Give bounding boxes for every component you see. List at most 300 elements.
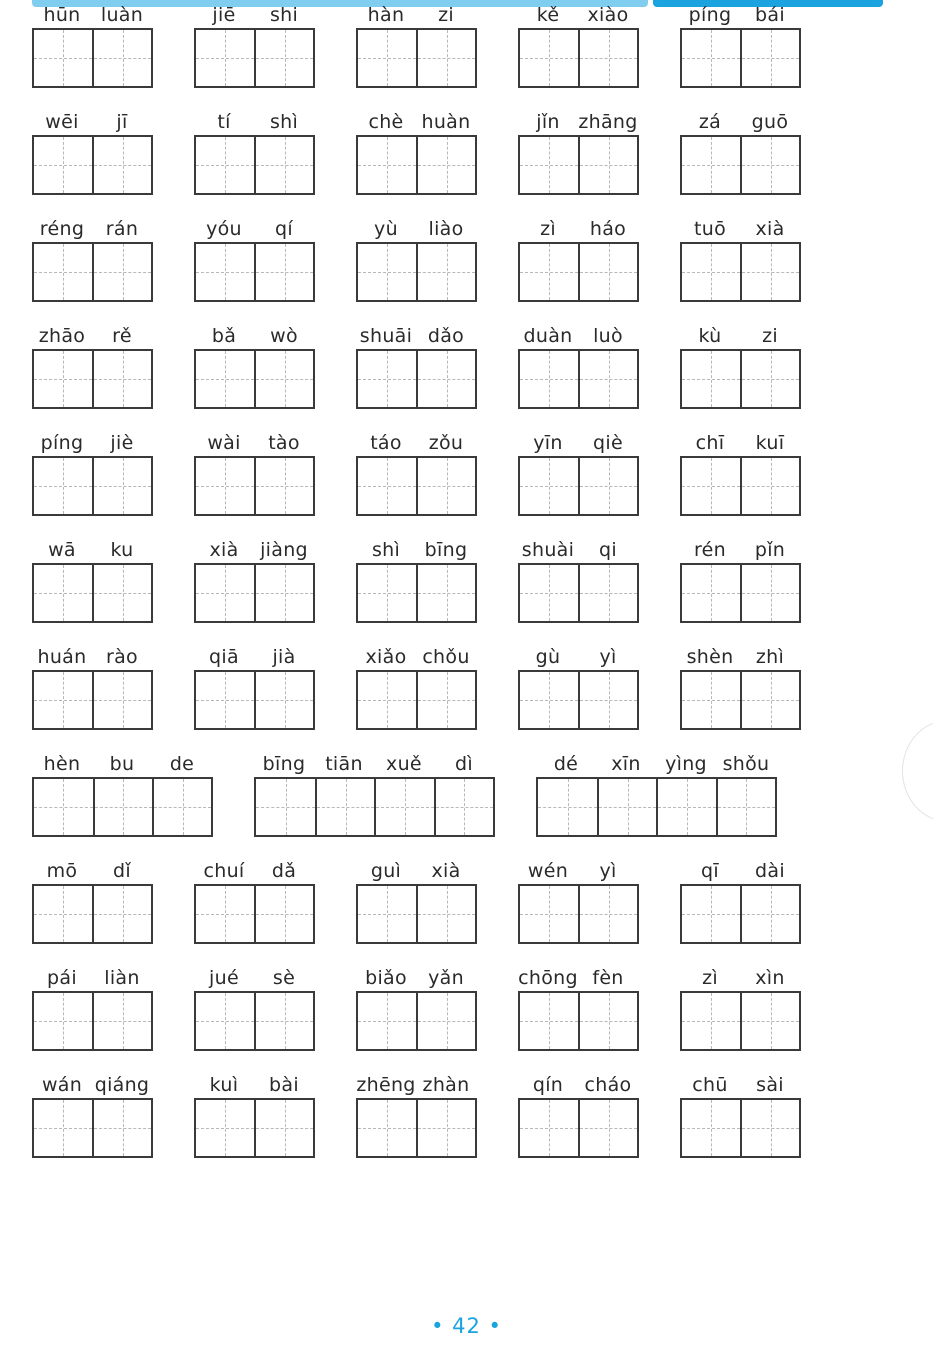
pinyin-line — [680, 644, 800, 672]
tianzige-cell[interactable] — [254, 30, 313, 86]
tianzige-cell[interactable] — [34, 244, 92, 300]
tianzige-cell[interactable] — [196, 993, 254, 1049]
tianzige-cell[interactable] — [682, 993, 740, 1049]
character-boxes[interactable] — [194, 991, 315, 1051]
pinyin-syllable: xià — [209, 539, 239, 561]
character-boxes[interactable] — [356, 28, 477, 88]
pinyin-line — [32, 430, 152, 458]
pinyin-syllable: shèn — [686, 646, 734, 668]
pinyin-syllable: shì — [371, 539, 401, 561]
pinyin-syllable: tuō — [693, 218, 727, 240]
pinyin-line — [32, 2, 152, 30]
pinyin-line — [32, 644, 152, 672]
pinyin-syllable: duàn — [523, 325, 573, 347]
pinyin-syllable: jiè — [110, 432, 134, 454]
character-boxes[interactable] — [680, 135, 801, 195]
tianzige-cell[interactable] — [196, 137, 254, 193]
character-boxes[interactable] — [194, 1098, 315, 1158]
tianzige-cell[interactable] — [256, 779, 315, 835]
tianzige-cell[interactable] — [358, 244, 416, 300]
character-boxes[interactable] — [518, 884, 639, 944]
character-boxes[interactable] — [356, 349, 477, 409]
pinyin-syllable: shuài — [521, 539, 575, 561]
tianzige-cell[interactable] — [358, 137, 416, 193]
pinyin-syllable: shuāi — [359, 325, 413, 347]
character-boxes[interactable] — [32, 563, 153, 623]
tianzige-cell[interactable] — [92, 458, 151, 514]
pinyin-line — [356, 109, 476, 137]
pinyin-syllable: bái — [755, 4, 785, 26]
tianzige-cell[interactable] — [196, 886, 254, 942]
tianzige-cell[interactable] — [374, 779, 433, 835]
tianzige-cell[interactable] — [254, 565, 313, 621]
pinyin-line — [356, 537, 476, 565]
tianzige-cell[interactable] — [34, 672, 92, 728]
pinyin-line — [356, 858, 476, 886]
pinyin-syllable: biǎo — [365, 967, 407, 989]
pinyin-line — [518, 323, 638, 351]
pinyin-syllable: zhāng — [578, 111, 638, 133]
character-boxes[interactable] — [194, 242, 315, 302]
tianzige-cell[interactable] — [520, 993, 578, 1049]
character-boxes[interactable] — [356, 991, 477, 1051]
tianzige-cell[interactable] — [34, 993, 92, 1049]
tianzige-cell[interactable] — [358, 886, 416, 942]
tianzige-cell[interactable] — [254, 1100, 313, 1156]
pinyin-syllable: dé — [553, 753, 579, 775]
tianzige-cell[interactable] — [34, 458, 92, 514]
character-boxes[interactable] — [32, 991, 153, 1051]
tianzige-cell[interactable] — [34, 137, 92, 193]
tianzige-cell[interactable] — [254, 351, 313, 407]
tianzige-cell[interactable] — [740, 30, 799, 86]
character-boxes[interactable] — [518, 242, 639, 302]
pinyin-line — [32, 751, 212, 779]
tianzige-cell[interactable] — [358, 351, 416, 407]
tianzige-cell[interactable] — [196, 1100, 254, 1156]
character-boxes[interactable] — [32, 777, 213, 837]
character-boxes[interactable] — [518, 456, 639, 516]
tianzige-cell[interactable] — [254, 458, 313, 514]
tianzige-cell[interactable] — [740, 886, 799, 942]
pinyin-line — [518, 109, 638, 137]
tianzige-cell[interactable] — [656, 779, 715, 835]
pinyin-syllable: píng — [40, 432, 84, 454]
pinyin-syllable: dǎo — [427, 325, 465, 347]
tianzige-cell[interactable] — [416, 993, 475, 1049]
pinyin-line — [194, 858, 314, 886]
character-boxes[interactable] — [680, 242, 801, 302]
character-boxes[interactable] — [680, 670, 801, 730]
pinyin-syllable: jiē — [212, 4, 236, 26]
character-boxes[interactable] — [32, 135, 153, 195]
tianzige-cell[interactable] — [196, 565, 254, 621]
tianzige-cell[interactable] — [92, 244, 151, 300]
pinyin-syllable: réng — [39, 218, 85, 240]
pinyin-syllable: chī — [695, 432, 725, 454]
pinyin-syllable: huàn — [421, 111, 471, 133]
character-boxes[interactable] — [518, 563, 639, 623]
tianzige-cell[interactable] — [740, 351, 799, 407]
pinyin-syllable: wài — [207, 432, 241, 454]
pinyin-syllable: chōng — [518, 967, 578, 989]
pinyin-syllable: hèn — [43, 753, 81, 775]
pinyin-syllable: dǐ — [113, 860, 131, 882]
pinyin-syllable: zhì — [755, 646, 785, 668]
pinyin-line — [680, 537, 800, 565]
pinyin-line — [32, 216, 152, 244]
character-boxes[interactable] — [518, 1098, 639, 1158]
tianzige-cell[interactable] — [92, 672, 151, 728]
pinyin-line — [32, 858, 152, 886]
tianzige-cell[interactable] — [520, 244, 578, 300]
pinyin-syllable: shi — [269, 4, 299, 26]
pinyin-syllable: sè — [272, 967, 296, 989]
tianzige-cell[interactable] — [520, 1100, 578, 1156]
tianzige-cell[interactable] — [358, 672, 416, 728]
pinyin-line — [680, 2, 800, 30]
pinyin-syllable: zǒu — [428, 432, 464, 454]
tianzige-cell[interactable] — [520, 30, 578, 86]
tianzige-cell[interactable] — [92, 565, 151, 621]
pinyin-line — [518, 644, 638, 672]
pinyin-line — [194, 644, 314, 672]
pinyin-line — [356, 323, 476, 351]
character-boxes[interactable] — [32, 1098, 153, 1158]
pinyin-syllable: huán — [37, 646, 87, 668]
tianzige-cell[interactable] — [358, 993, 416, 1049]
pinyin-syllable: hūn — [43, 4, 81, 26]
character-boxes[interactable] — [680, 1098, 801, 1158]
tianzige-cell[interactable] — [93, 779, 152, 835]
pinyin-line — [32, 965, 152, 993]
pinyin-syllable: luò — [593, 325, 623, 347]
tianzige-cell[interactable] — [682, 1100, 740, 1156]
character-boxes[interactable] — [518, 135, 639, 195]
tianzige-cell[interactable] — [34, 351, 92, 407]
tianzige-cell[interactable] — [682, 137, 740, 193]
pinyin-syllable: jué — [209, 967, 239, 989]
character-boxes[interactable] — [32, 242, 153, 302]
character-boxes[interactable] — [680, 563, 801, 623]
pinyin-syllable: fèn — [592, 967, 624, 989]
pinyin-syllable: zi — [762, 325, 778, 347]
tianzige-cell[interactable] — [740, 244, 799, 300]
pinyin-syllable: rán — [105, 218, 139, 240]
character-boxes[interactable] — [32, 349, 153, 409]
tianzige-cell[interactable] — [196, 351, 254, 407]
pinyin-line — [680, 109, 800, 137]
tianzige-cell[interactable] — [416, 137, 475, 193]
tianzige-cell[interactable] — [315, 779, 374, 835]
tianzige-cell[interactable] — [358, 1100, 416, 1156]
pinyin-syllable: xià — [431, 860, 461, 882]
character-boxes[interactable] — [254, 777, 495, 837]
character-boxes[interactable] — [680, 28, 801, 88]
tianzige-cell[interactable] — [538, 779, 597, 835]
tianzige-cell[interactable] — [92, 137, 151, 193]
pinyin-syllable: dǎ — [271, 860, 297, 882]
pinyin-syllable: qiáng — [94, 1074, 150, 1096]
tianzige-cell[interactable] — [416, 458, 475, 514]
character-boxes[interactable] — [194, 135, 315, 195]
tianzige-cell[interactable] — [254, 244, 313, 300]
pinyin-syllable: liàn — [104, 967, 140, 989]
pinyin-syllable: yóu — [206, 218, 242, 240]
tianzige-cell[interactable] — [92, 1100, 151, 1156]
tianzige-cell[interactable] — [34, 779, 93, 835]
tianzige-cell[interactable] — [740, 672, 799, 728]
tianzige-cell[interactable] — [92, 351, 151, 407]
pinyin-syllable: píng — [688, 4, 732, 26]
pinyin-syllable: dì — [455, 753, 473, 775]
character-boxes[interactable] — [680, 349, 801, 409]
character-boxes[interactable] — [32, 670, 153, 730]
pinyin-line — [356, 216, 476, 244]
tianzige-cell[interactable] — [682, 244, 740, 300]
tianzige-cell[interactable] — [682, 458, 740, 514]
pinyin-line — [356, 2, 476, 30]
pinyin-syllable: cháo — [584, 1074, 632, 1096]
pinyin-syllable: xià — [755, 218, 785, 240]
pinyin-syllable: wēi — [45, 111, 79, 133]
tianzige-cell[interactable] — [578, 672, 637, 728]
pinyin-syllable: zhàn — [422, 1074, 470, 1096]
tianzige-cell[interactable] — [578, 565, 637, 621]
tianzige-cell[interactable] — [520, 565, 578, 621]
pinyin-syllable: qi — [599, 539, 617, 561]
pinyin-line — [32, 1072, 152, 1100]
tianzige-cell[interactable] — [740, 1100, 799, 1156]
pinyin-syllable: pǐn — [754, 539, 786, 561]
pinyin-syllable: zì — [702, 967, 718, 989]
character-boxes[interactable] — [32, 28, 153, 88]
tianzige-cell[interactable] — [682, 565, 740, 621]
pinyin-syllable: yù — [374, 218, 398, 240]
tianzige-cell[interactable] — [578, 137, 637, 193]
character-boxes[interactable] — [194, 456, 315, 516]
character-boxes[interactable] — [194, 884, 315, 944]
pinyin-syllable: wò — [270, 325, 298, 347]
tianzige-cell[interactable] — [578, 30, 637, 86]
tianzige-cell[interactable] — [682, 886, 740, 942]
character-boxes[interactable] — [518, 991, 639, 1051]
character-boxes[interactable] — [356, 884, 477, 944]
tianzige-cell[interactable] — [578, 351, 637, 407]
tianzige-cell[interactable] — [358, 458, 416, 514]
pinyin-line — [356, 965, 476, 993]
tianzige-cell[interactable] — [520, 351, 578, 407]
tianzige-cell[interactable] — [578, 244, 637, 300]
tianzige-cell[interactable] — [578, 458, 637, 514]
pinyin-line — [536, 751, 776, 779]
character-boxes[interactable] — [194, 28, 315, 88]
pinyin-syllable: xiǎo — [365, 646, 407, 668]
pinyin-syllable: sài — [756, 1074, 784, 1096]
pinyin-syllable: yǎn — [428, 967, 464, 989]
pinyin-syllable: luàn — [100, 4, 144, 26]
tianzige-cell[interactable] — [254, 672, 313, 728]
pinyin-syllable: háo — [589, 218, 627, 240]
tianzige-cell[interactable] — [416, 1100, 475, 1156]
tianzige-cell[interactable] — [520, 886, 578, 942]
pinyin-line — [518, 858, 638, 886]
tianzige-cell[interactable] — [254, 993, 313, 1049]
tianzige-cell[interactable] — [597, 779, 656, 835]
pinyin-syllable: bài — [269, 1074, 299, 1096]
pinyin-line — [356, 430, 476, 458]
character-boxes[interactable] — [356, 135, 477, 195]
tianzige-cell[interactable] — [740, 565, 799, 621]
pinyin-syllable: xīn — [611, 753, 641, 775]
pinyin-syllable: qiā — [209, 646, 239, 668]
pinyin-syllable: zì — [540, 218, 556, 240]
pinyin-syllable: wán — [41, 1074, 83, 1096]
pinyin-line — [518, 537, 638, 565]
character-boxes[interactable] — [536, 777, 777, 837]
pinyin-syllable: zhāo — [38, 325, 86, 347]
tianzige-cell[interactable] — [434, 779, 493, 835]
pinyin-syllable: chè — [368, 111, 404, 133]
tianzige-cell[interactable] — [578, 1100, 637, 1156]
character-boxes[interactable] — [194, 349, 315, 409]
pinyin-line — [194, 430, 314, 458]
pinyin-syllable: hàn — [367, 4, 405, 26]
tianzige-cell[interactable] — [92, 993, 151, 1049]
tianzige-cell[interactable] — [196, 672, 254, 728]
pinyin-syllable: wén — [527, 860, 569, 882]
pinyin-syllable: xiào — [587, 4, 629, 26]
pinyin-line — [518, 216, 638, 244]
character-boxes[interactable] — [356, 242, 477, 302]
tianzige-cell[interactable] — [416, 244, 475, 300]
pinyin-line — [356, 1072, 476, 1100]
tianzige-cell[interactable] — [92, 30, 151, 86]
pinyin-syllable: jiàng — [260, 539, 308, 561]
page-number: • 42 • — [431, 1314, 502, 1338]
pinyin-line — [680, 216, 800, 244]
tianzige-cell[interactable] — [520, 672, 578, 728]
pinyin-syllable: chǒu — [422, 646, 470, 668]
tianzige-cell[interactable] — [416, 565, 475, 621]
pinyin-syllable: rào — [106, 646, 138, 668]
pinyin-line — [680, 430, 800, 458]
pinyin-syllable: xìn — [755, 967, 785, 989]
pinyin-line — [680, 858, 800, 886]
pinyin-syllable: qín — [532, 1074, 564, 1096]
pinyin-syllable: kuì — [209, 1074, 239, 1096]
tianzige-cell[interactable] — [682, 351, 740, 407]
tianzige-cell[interactable] — [682, 672, 740, 728]
tianzige-cell[interactable] — [740, 137, 799, 193]
tianzige-cell[interactable] — [416, 30, 475, 86]
tianzige-cell[interactable] — [152, 779, 211, 835]
pinyin-syllable: qí — [275, 218, 293, 240]
character-boxes[interactable] — [194, 670, 315, 730]
pinyin-syllable: táo — [370, 432, 402, 454]
pinyin-syllable: tí — [217, 111, 231, 133]
tianzige-cell[interactable] — [254, 886, 313, 942]
tianzige-cell[interactable] — [34, 1100, 92, 1156]
pinyin-syllable: kě — [536, 4, 560, 26]
tianzige-cell[interactable] — [196, 244, 254, 300]
tianzige-cell[interactable] — [578, 886, 637, 942]
character-boxes[interactable] — [194, 563, 315, 623]
pinyin-syllable: de — [169, 753, 195, 775]
pinyin-line — [680, 1072, 800, 1100]
pinyin-syllable: yīn — [533, 432, 563, 454]
pinyin-syllable: jià — [272, 646, 296, 668]
tianzige-cell[interactable] — [196, 458, 254, 514]
pinyin-syllable: yìng — [665, 753, 707, 775]
tianzige-cell[interactable] — [416, 351, 475, 407]
character-boxes[interactable] — [356, 670, 477, 730]
pinyin-syllable: mō — [46, 860, 78, 882]
character-boxes[interactable] — [518, 349, 639, 409]
tianzige-cell[interactable] — [196, 30, 254, 86]
pinyin-line — [194, 537, 314, 565]
tianzige-cell[interactable] — [520, 458, 578, 514]
pinyin-syllable: tiān — [325, 753, 363, 775]
pinyin-syllable: ku — [110, 539, 134, 561]
character-boxes[interactable] — [356, 456, 477, 516]
character-boxes[interactable] — [32, 456, 153, 516]
pinyin-syllable: yì — [599, 860, 617, 882]
pinyin-syllable: bǎ — [211, 325, 237, 347]
character-boxes[interactable] — [680, 991, 801, 1051]
tianzige-cell[interactable] — [682, 30, 740, 86]
character-boxes[interactable] — [680, 456, 801, 516]
tianzige-cell[interactable] — [254, 137, 313, 193]
tianzige-cell[interactable] — [740, 993, 799, 1049]
pinyin-syllable: zi — [438, 4, 454, 26]
pinyin-syllable: pái — [47, 967, 77, 989]
tianzige-cell[interactable] — [520, 137, 578, 193]
pinyin-syllable: wā — [48, 539, 76, 561]
pinyin-syllable: xuě — [386, 753, 422, 775]
tianzige-cell[interactable] — [34, 30, 92, 86]
pinyin-syllable: zá — [698, 111, 722, 133]
tianzige-cell[interactable] — [358, 565, 416, 621]
pinyin-syllable: guì — [370, 860, 402, 882]
tianzige-cell[interactable] — [578, 993, 637, 1049]
tianzige-cell[interactable] — [416, 886, 475, 942]
pinyin-syllable: jǐn — [536, 111, 560, 133]
pinyin-syllable: chuí — [203, 860, 245, 882]
pinyin-line — [32, 109, 152, 137]
tianzige-cell[interactable] — [740, 458, 799, 514]
tianzige-cell[interactable] — [92, 886, 151, 942]
tianzige-cell[interactable] — [416, 672, 475, 728]
character-boxes[interactable] — [356, 563, 477, 623]
pinyin-syllable: bīng — [262, 753, 306, 775]
pinyin-syllable: kuī — [755, 432, 785, 454]
tianzige-cell[interactable] — [34, 886, 92, 942]
tianzige-cell[interactable] — [358, 30, 416, 86]
pinyin-line — [518, 1072, 638, 1100]
pinyin-line — [254, 751, 494, 779]
character-boxes[interactable] — [32, 884, 153, 944]
tianzige-cell[interactable] — [34, 565, 92, 621]
character-boxes[interactable] — [680, 884, 801, 944]
pinyin-line — [518, 430, 638, 458]
pinyin-syllable: chū — [692, 1074, 728, 1096]
pinyin-syllable: bu — [109, 753, 135, 775]
character-boxes[interactable] — [356, 1098, 477, 1158]
character-boxes[interactable] — [518, 670, 639, 730]
tianzige-cell[interactable] — [716, 779, 775, 835]
character-boxes[interactable] — [518, 28, 639, 88]
